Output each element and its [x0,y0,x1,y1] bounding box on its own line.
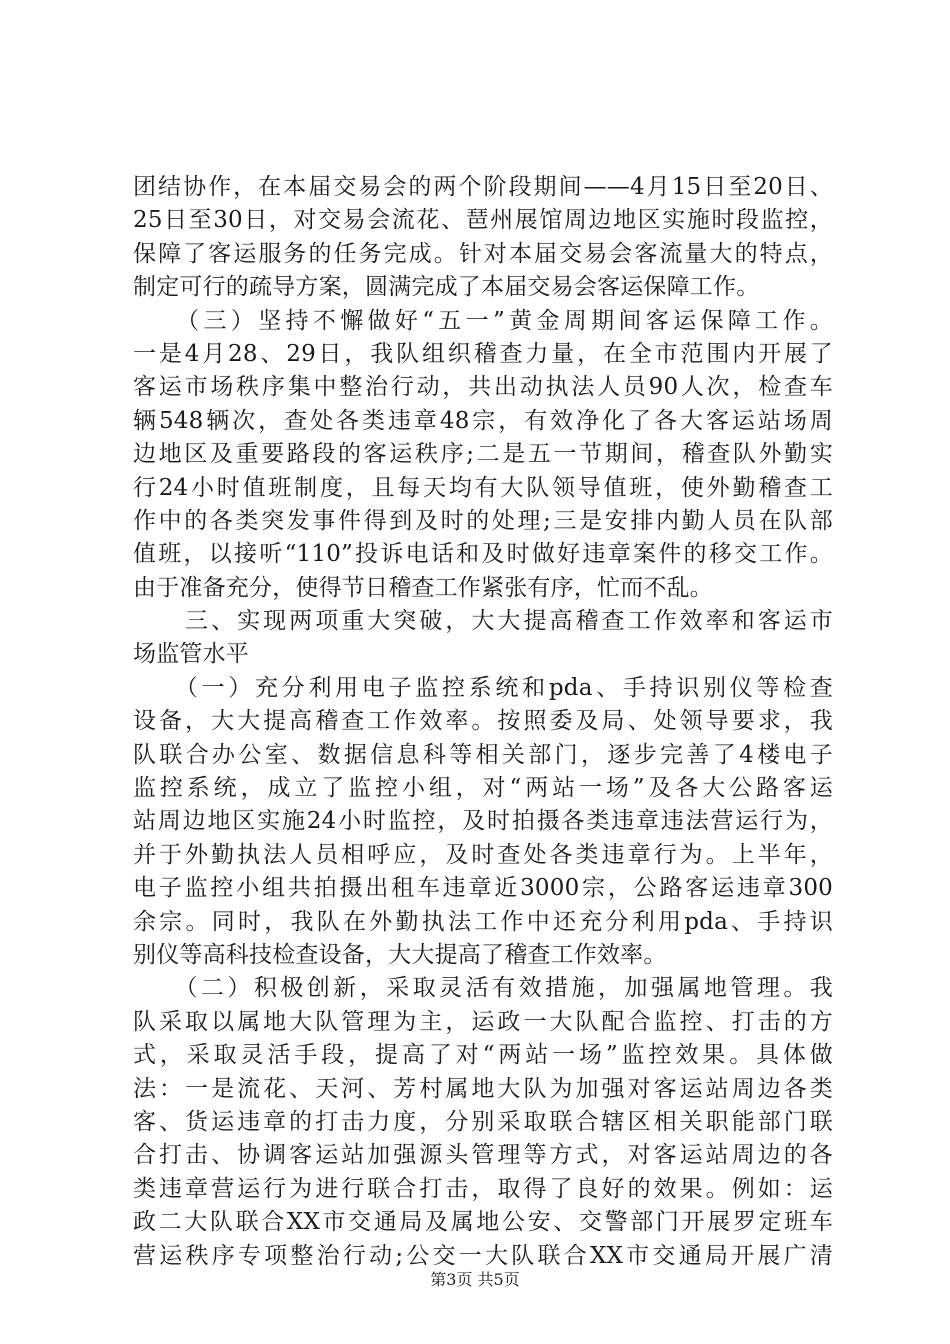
text-line: 团结协作，在本届交易会的两个阶段期间——4月15日至20日、 [133,174,833,200]
text-line: （二）积极创新，采取灵活有效措施，加强属地管理。我 [133,975,833,1002]
text-line: 合打击、协调客运站加强源头管理等方式，对客运站周边的各 [133,1142,833,1169]
text-line: 并于外勤执法人员相呼应，及时查处各类违章行为。上半年， [133,841,833,868]
text-line: （一）充分利用电子监控系统和pda、手持识别仪等检查 [133,674,833,701]
text-line: 由于准备充分，使得节日稽查工作紧张有序，忙而不乱。 [133,574,713,601]
text-line: 场监管水平 [133,641,249,668]
text-line: 类违章营运行为进行联合打击，取得了良好的效果。例如：运 [133,1175,833,1202]
text-line: 边地区及重要路段的客运秩序;二是五一节期间，稽查队外勤实 [133,441,833,468]
text-line: 25日至30日，对交易会流花、琶州展馆周边地区实施时段监控， [133,207,833,234]
text-line: 一是4月28、29日，我队组织稽查力量，在全市范围内开展了 [133,340,833,367]
text-line: 营运秩序专项整治行动;公交一大队联合XX市交通局开展广清 [133,1242,833,1269]
text-line: 客运市场秩序集中整治行动，共出动执法人员90人次，检查车 [133,374,833,401]
text-line: 式，采取灵活手段，提高了对“两站一场”监控效果。具体做 [133,1042,833,1069]
text-line: 作中的各类突发事件得到及时的处理;三是安排内勤人员在队部 [133,507,833,534]
text-line: 行24小时值班制度，且每天均有大队领导值班，使外勤稽查工 [133,474,833,501]
text-line: 电子监控小组共拍摄出租车违章近3000宗，公路客运违章300 [133,875,833,902]
text-line: 保障了客运服务的任务完成。针对本届交易会客流量大的特点， [133,240,833,267]
text-line: 三、实现两项重大突破，大大提高稽查工作效率和客运市 [133,608,833,635]
text-line: 队采取以属地大队管理为主，运政一大队配合监控、打击的方 [133,1008,833,1035]
text-line: 站周边地区实施24小时监控，及时拍摄各类违章违法营运行为， [133,808,833,835]
document-body [133,171,833,1273]
text-line: （三）坚持不懈做好“五一”黄金周期间客运保障工作。 [133,307,833,334]
text-line: 余宗。同时，我队在外勤执法工作中还充分利用pda、手持识 [133,908,833,935]
page-footer: 第3页 共5页 [430,1270,520,1289]
text-line: 监控系统，成立了监控小组，对“两站一场”及各大公路客运 [133,775,833,802]
text-line: 客、货运违章的打击力度，分别采取联合辖区相关职能部门联 [133,1108,833,1135]
text-line: 设备，大大提高稽查工作效率。按照委及局、处领导要求，我 [133,708,833,735]
text-line: 制定可行的疏导方案，圆满完成了本届交易会客运保障工作。 [133,274,760,301]
text-line: 值班，以接听“110”投诉电话和及时做好违章案件的移交工作。 [133,541,833,568]
text-line: 法：一是流花、天河、芳村属地大队为加强对客运站周边各类 [133,1075,833,1102]
text-line: 别仪等高科技检查设备，大大提高了稽查工作效率。 [133,941,667,968]
text-line: 政二大队联合XX市交通局及属地公安、交警部门开展罗定班车 [133,1209,833,1236]
text-line: 队联合办公室、数据信息科等相关部门，逐步完善了4楼电子 [133,741,833,768]
text-line: 辆548辆次，查处各类违章48宗，有效净化了各大客运站场周 [133,407,833,434]
